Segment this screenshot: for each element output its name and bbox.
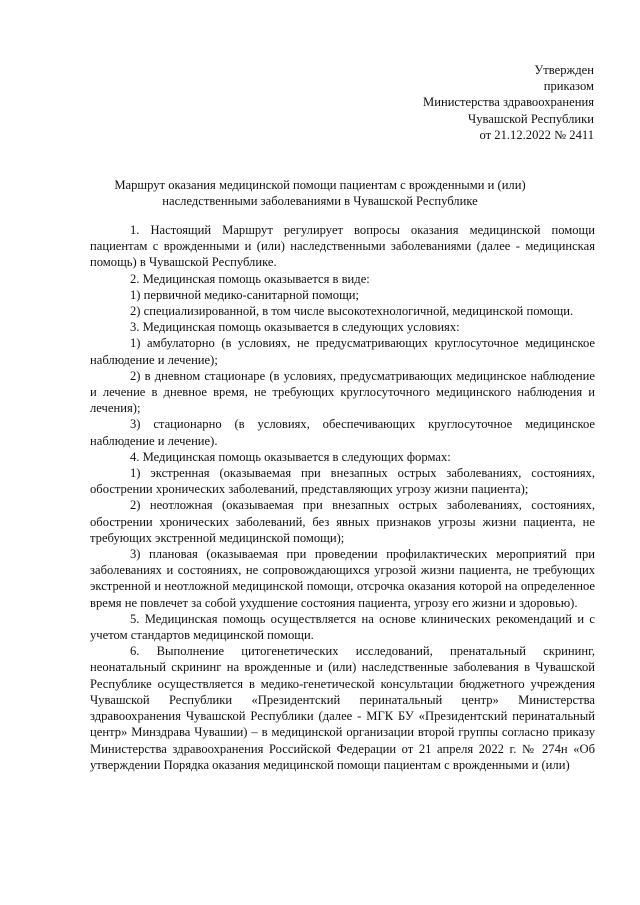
paragraph: 6. Выполнение цитогенетических исследований, пренатальный скрининг, неонатальный скрининг на врожденные и (или) наследственные заболевания в Чувашской Республике осуществляется в медико-генетической консультации бюджетного учреждения Чувашской Республики «Президентский перинатальный центр» Министерства здравоохранения Чувашской Республики (далее - МГК БУ «Президентский перинатальный центр» Минздрава Чувашии) – в медицинской организации второй группы согласно приказу Министерства здравоохранения Российской Федерации от 21 апреля 2022 г. № 274н «Об утверждении Порядка оказания медицинской помощи пациентам с врожденными и (или)	[90, 644, 595, 772]
title-line: наследственными заболеваниями в Чувашской Республике	[162, 194, 478, 209]
approval-line: Утвержден	[534, 63, 594, 77]
paragraph: 3) стационарно (в условиях, обеспечивающих круглосуточное медицинское наблюдение и лечение).	[90, 417, 595, 448]
title-line: Маршрут оказания медицинской помощи пациентам с врожденными и (или)	[114, 178, 526, 192]
paragraph: 1) амбулаторно (в условиях, не предусматривающих круглосуточное медицинское наблюдение и лечение);	[90, 336, 595, 367]
paragraph: 1. Настоящий Маршрут регулирует вопросы оказания медицинской помощи пациентам с врожденными и (или) наследственными заболеваниями (далее - медицинская помощь) в Чувашской Республике.	[90, 223, 595, 270]
document-title	[80, 177, 560, 209]
paragraph: 1) экстренная (оказываемая при внезапных острых заболеваниях, состояниях, обострении хронических заболеваний, представляющих угрозу жизни пациента);	[90, 466, 595, 497]
approval-line: Чувашской Республики	[468, 111, 594, 126]
paragraph: 3) плановая (оказываемая при проведении профилактических мероприятий при заболеваниях и состояниях, не сопровождающихся угрозой жизни пациента, не требующих экстренной и неотложной медицинской помощи, отсрочка оказания которой на определенное время не повлечет за собой ухудшение состояния пациента, угрозу его жизни и здоровью).	[90, 547, 595, 610]
paragraph: 1) первичной медико-санитарной помощи;	[130, 287, 359, 302]
approval-line: Министерства здравоохранения	[423, 95, 594, 110]
approval-line: от 21.12.2022 № 2411	[479, 127, 594, 142]
document-body	[90, 222, 595, 773]
approval-line: приказом	[543, 79, 594, 94]
paragraph: 3. Медицинская помощь оказывается в следующих условиях:	[130, 320, 460, 335]
paragraph: 4. Медицинская помощь оказывается в следующих формах:	[130, 449, 451, 464]
paragraph: 2. Медицинская помощь оказывается в виде:	[130, 271, 370, 286]
paragraph: 2) в дневном стационаре (в условиях, предусматривающих медицинское наблюдение и лечение в дневное время, не требующих круглосуточного медицинского наблюдения и лечения);	[90, 368, 595, 416]
approval-block	[423, 62, 594, 143]
paragraph: 2) специализированной, в том числе высокотехнологичной, медицинской помощи.	[130, 304, 574, 319]
paragraph: 5. Медицинская помощь осуществляется на основе клинических рекомендаций и с учетом стандартов медицинской помощи.	[90, 611, 595, 643]
paragraph: 2) неотложная (оказываемая при внезапных острых заболеваниях, состояниях, обострении хронических заболеваний, без явных признаков угрозы жизни пациента, не требующих экстренной медицинской помощи);	[90, 498, 595, 545]
